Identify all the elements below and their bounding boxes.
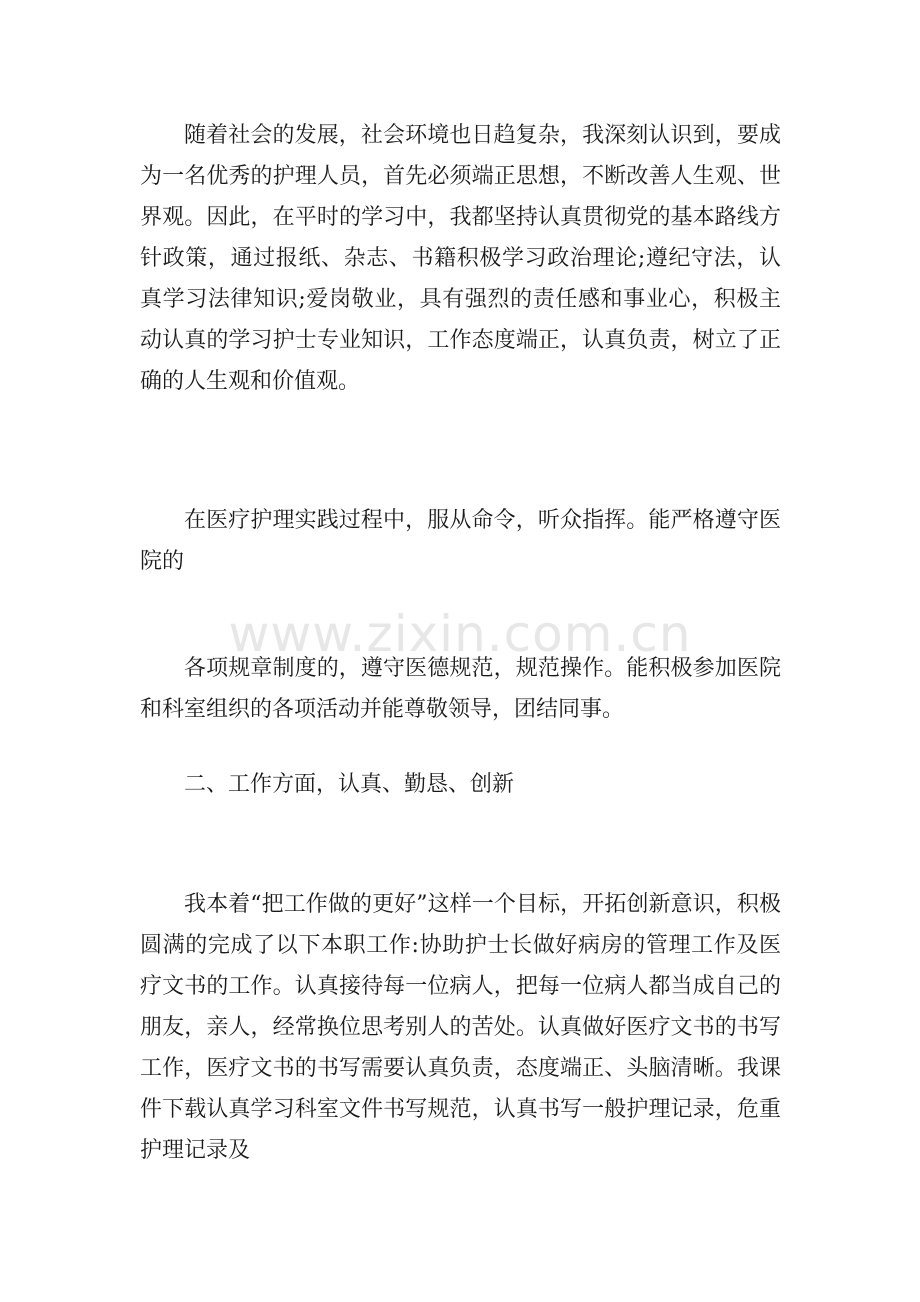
paragraph-practice: 在医疗护理实践过程中，服从命令，听众指挥。能严格遵守医院的 [140,508,781,574]
paragraph-regulations: 各项规章制度的，遵守医德规范，规范操作。能积极参加医院和科室组织的各项活动并能尊敬领导，团结同事。 [140,656,781,722]
paragraph-ideology: 随着社会的发展，社会环境也日趋复杂，我深刻认识到，要成为一名优秀的护理人员，首先必须端正思想，不断改善人生观、世界观。因此，在平时的学习中，我都坚持认真贯彻党的基本路线方针政策，通过报纸、杂志、书籍积极学习政治理论;遵纪守法，认真学习法律知识;爱岗敬业，具有强烈的责任感和事业心，积极主动认真的学习护士专业知识，工作态度端正，认真负责，树立了正确的人生观和价值观。 [140,123,781,394]
watermark: www.zixin.com.cn [228,605,692,663]
section-heading-work: 二、工作方面，认真、勤恳、创新 [184,772,515,797]
paragraph-work-duties: 我本着“把工作做的更好”这样一个目标，开拓创新意识，积极圆满的完成了以下本职工作:协助护士长做好病房的管理工作及医疗文书的工作。认真接待每一位病人，把每一位病人都当成自己的朋友，亲人，经常换位思考别人的苦处。认真做好医疗文书的书写工作，医疗文书的书写需要认真负责，态度端正、头脑清晰。我课件下载认真学习科室文件书写规范，认真书写一般护理记录，危重护理记录及 [140,892,781,1163]
